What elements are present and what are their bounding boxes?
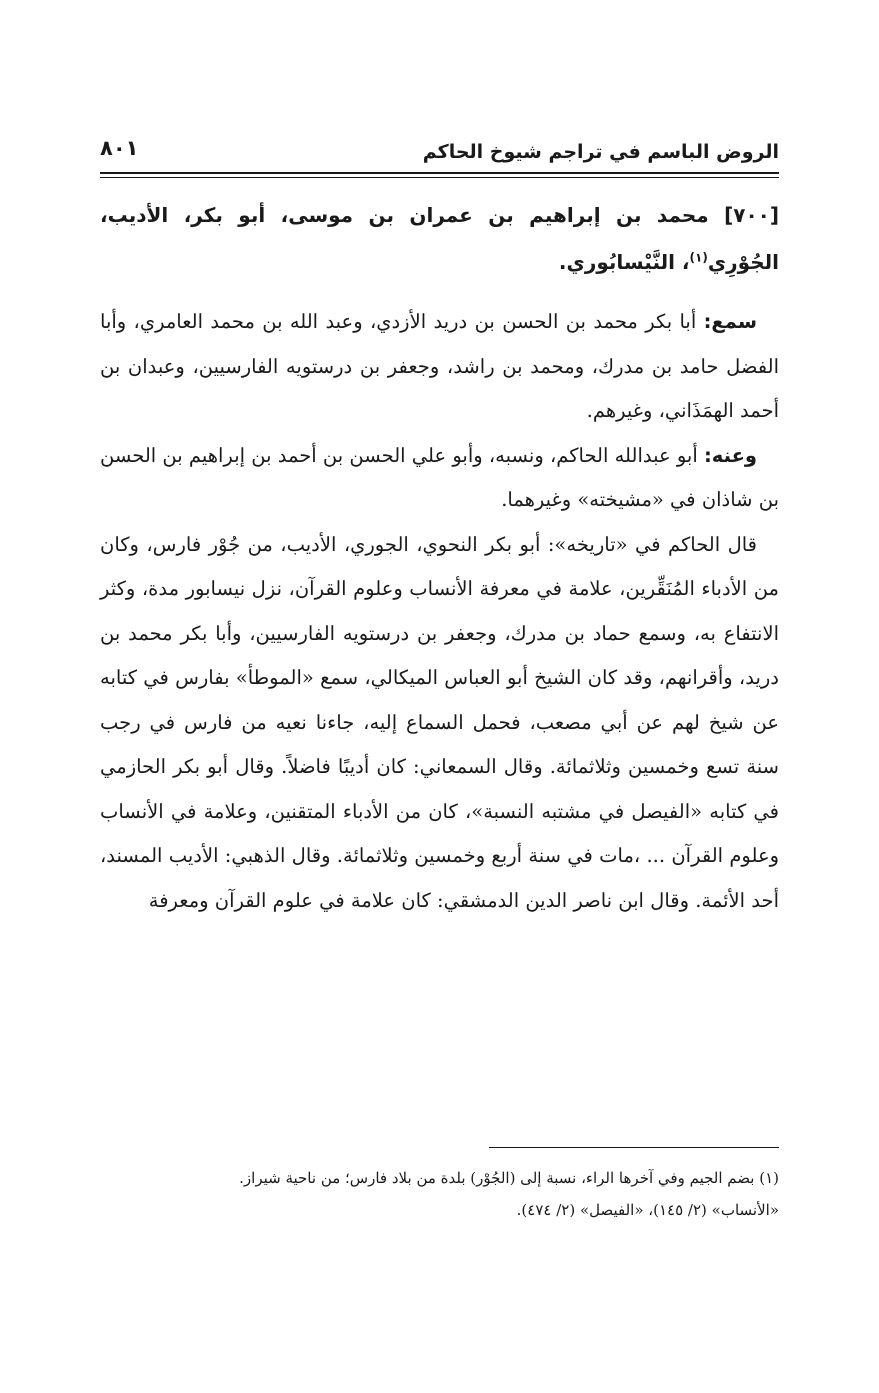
paragraph-biography xyxy=(100,523,779,924)
header-rule-thin xyxy=(100,177,779,178)
main-text xyxy=(100,192,779,923)
entry-name-suffix: ، النَّيْسابُوري. xyxy=(558,250,690,274)
paragraph-narrated-by xyxy=(100,434,779,523)
footnote-line: (١) بضم الجيم وفي آخرها الراء، نسبة إلى (الجُوْر) بلدة من بلاد فارس؛ من ناحية شيراز. xyxy=(239,1169,779,1187)
paragraph-label: سمع: xyxy=(703,310,757,333)
entry-number: [٧٠٠] xyxy=(724,203,779,227)
footnote-line: «الأنساب» (٢/ ١٤٥)، «الفيصل» (٢/ ٤٧٤). xyxy=(516,1201,779,1219)
footnotes xyxy=(100,1162,779,1226)
entry-heading xyxy=(100,192,779,286)
running-title: الروض الباسم في تراجم شيوخ الحاكم xyxy=(422,141,779,163)
paragraph-heard-from xyxy=(100,300,779,434)
footnote-marker: (١) xyxy=(689,250,708,265)
paragraph-text: قال الحاكم في «تاريخه»: أبو بكر النحوي، الجوري، الأديب، من جُوْر فارس، وكان من الأدباء المُنَقِّرين، علامة في معرفة الأنساب وعلوم القرآن، نزل نيسابور مدة، وكثر الانتفاع به، وسمع حماد بن مدرك، وجعفر بن درستويه الفارسيين، وأبا بكر محمد بن دريد، وأقرانهم، وقد كان الشيخ أبو العباس الميكالي، سمع «الموطأ» بفارس في كتابه عن شيخ لهم عن أبي مصعب، فحمل السماع إليه، جاءنا نعيه من فارس في رجب سنة تسع وخمسين وثلاثمائة. وقال السمعاني: كان أديبًا فاضلاً. وقال أبو بكر الحازمي في كتابه «الفيصل في مشتبه النسبة»، كان من الأدباء المتقنين، وعلامة في الأنساب وعلوم القرآن ... ،مات في سنة أربع وخمسين وثلاثمائة. وقال الذهبي: الأديب المسند، أحد الأئمة. وقال ابن ناصر الدين الدمشقي: كان علامة في علوم القرآن ومعرفة xyxy=(100,532,779,912)
entry-name: محمد بن إبراهيم بن عمران بن موسى، أبو بكر، الأديب، الجُوْرِي xyxy=(100,203,779,274)
page-number: ٨٠١ xyxy=(100,136,139,160)
paragraph-text: أبو عبدالله الحاكم، ونسبه، وأبو علي الحسن بن أحمد بن إبراهيم بن الحسن بن شاذان في «مشيخته» وغيرهما. xyxy=(100,443,779,511)
running-head xyxy=(100,132,779,172)
footnote-rule xyxy=(489,1147,779,1148)
paragraph-text: أبا بكر محمد بن الحسن بن دريد الأزدي، وعبد الله بن محمد العامري، وأبا الفضل حامد بن مدرك، ومحمد بن راشد، وجعفر بن درستويه الفارسيين، وعبدان بن أحمد الهمَذَاني، وغيرهم. xyxy=(100,310,779,422)
header-rule xyxy=(100,172,779,174)
paragraph-label: وعنه: xyxy=(703,443,758,467)
